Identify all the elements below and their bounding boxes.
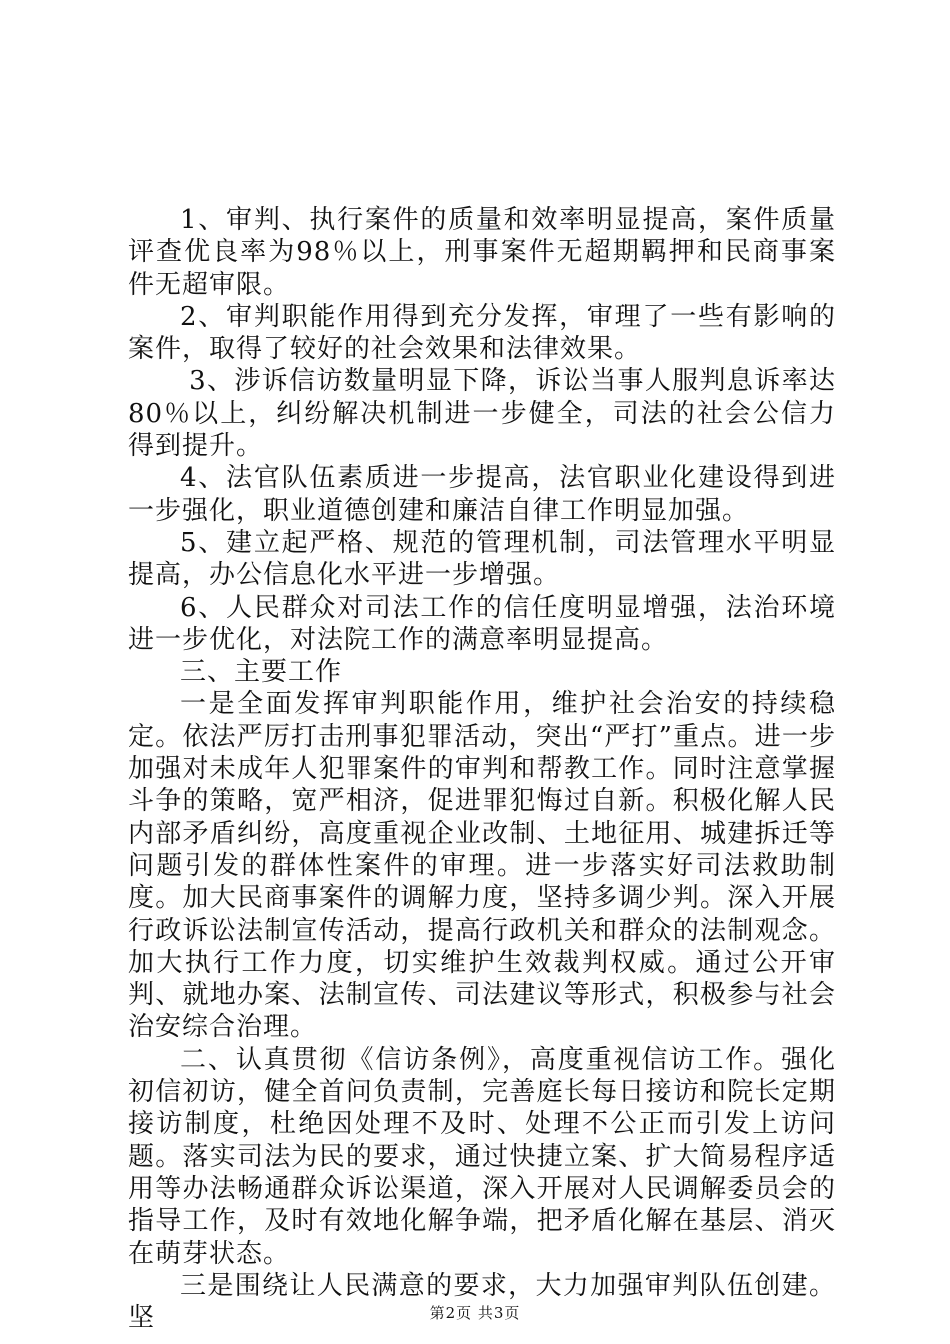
paragraph-goal-2: 2、审判职能作用得到充分发挥，审理了一些有影响的案件，取得了较好的社会效果和法律效果。 [128, 301, 836, 365]
document-body [128, 204, 836, 1334]
paragraph-goal-4: 4、法官队伍素质进一步提高，法官职业化建设得到进一步强化，职业道德创建和廉洁自律工作明显加强。 [128, 463, 836, 526]
paragraph-goal-6: 6、人民群众对司法工作的信任度明显增强，法治环境进一步优化，对法院工作的满意率明显提高。 [128, 592, 836, 655]
paragraph-goal-3: 3、涉诉信访数量明显下降，诉讼当事人服判息诉率达80％以上，纠纷解决机制进一步健全，司法的社会公信力得到提升。 [128, 366, 836, 462]
paragraph-work-1: 一是全面发挥审判职能作用，维护社会治安的持续稳定。依法严厉打击刑事犯罪活动，突出“严打”重点。进一步加强对未成年人犯罪案件的审判和帮教工作。同时注意掌握斗争的策略，宽严相济，促进罪犯悔过自新。积极化解人民内部矛盾纠纷，高度重视企业改制、土地征用、城建拆迁等问题引发的群体性案件的审理。进一步落实好司法救助制度。加大民商事案件的调解力度，坚持多调少判。深入开展行政诉讼法制宣传活动，提高行政机关和群众的法制观念。加大执行工作力度，切实维护生效裁判权威。通过公开审判、就地办案、法制宣传、司法建议等形式，积极参与社会治安综合治理。 [128, 689, 836, 1043]
paragraph-goal-5: 5、建立起严格、规范的管理机制，司法管理水平明显提高，办公信息化水平进一步增强。 [128, 527, 836, 591]
paragraph-work-3: 三是围绕让人民满意的要求，大力加强审判队伍创建。坚 [128, 1270, 836, 1334]
page-number-footer: 第2页 共3页 [429, 1304, 521, 1322]
paragraph-work-2: 二、认真贯彻《信访条例》，高度重视信访工作。强化初信初访，健全首问负责制，完善庭长每日接访和院长定期接访制度，杜绝因处理不及时、处理不公正而引发上访问题。落实司法为民的要求，通过快捷立案、扩大简易程序适用等办法畅通群众诉讼渠道，深入开展对人民调解委员会的指导工作，及时有效地化解争端，把矛盾化解在基层、消灭在萌芽状态。 [128, 1044, 836, 1269]
paragraph-goal-1: 1、审判、执行案件的质量和效率明显提高，案件质量评查优良率为98％以上，刑事案件无超期羁押和民商事案件无超审限。 [128, 205, 836, 300]
section-heading-main-work: 三、主要工作 [180, 657, 343, 688]
